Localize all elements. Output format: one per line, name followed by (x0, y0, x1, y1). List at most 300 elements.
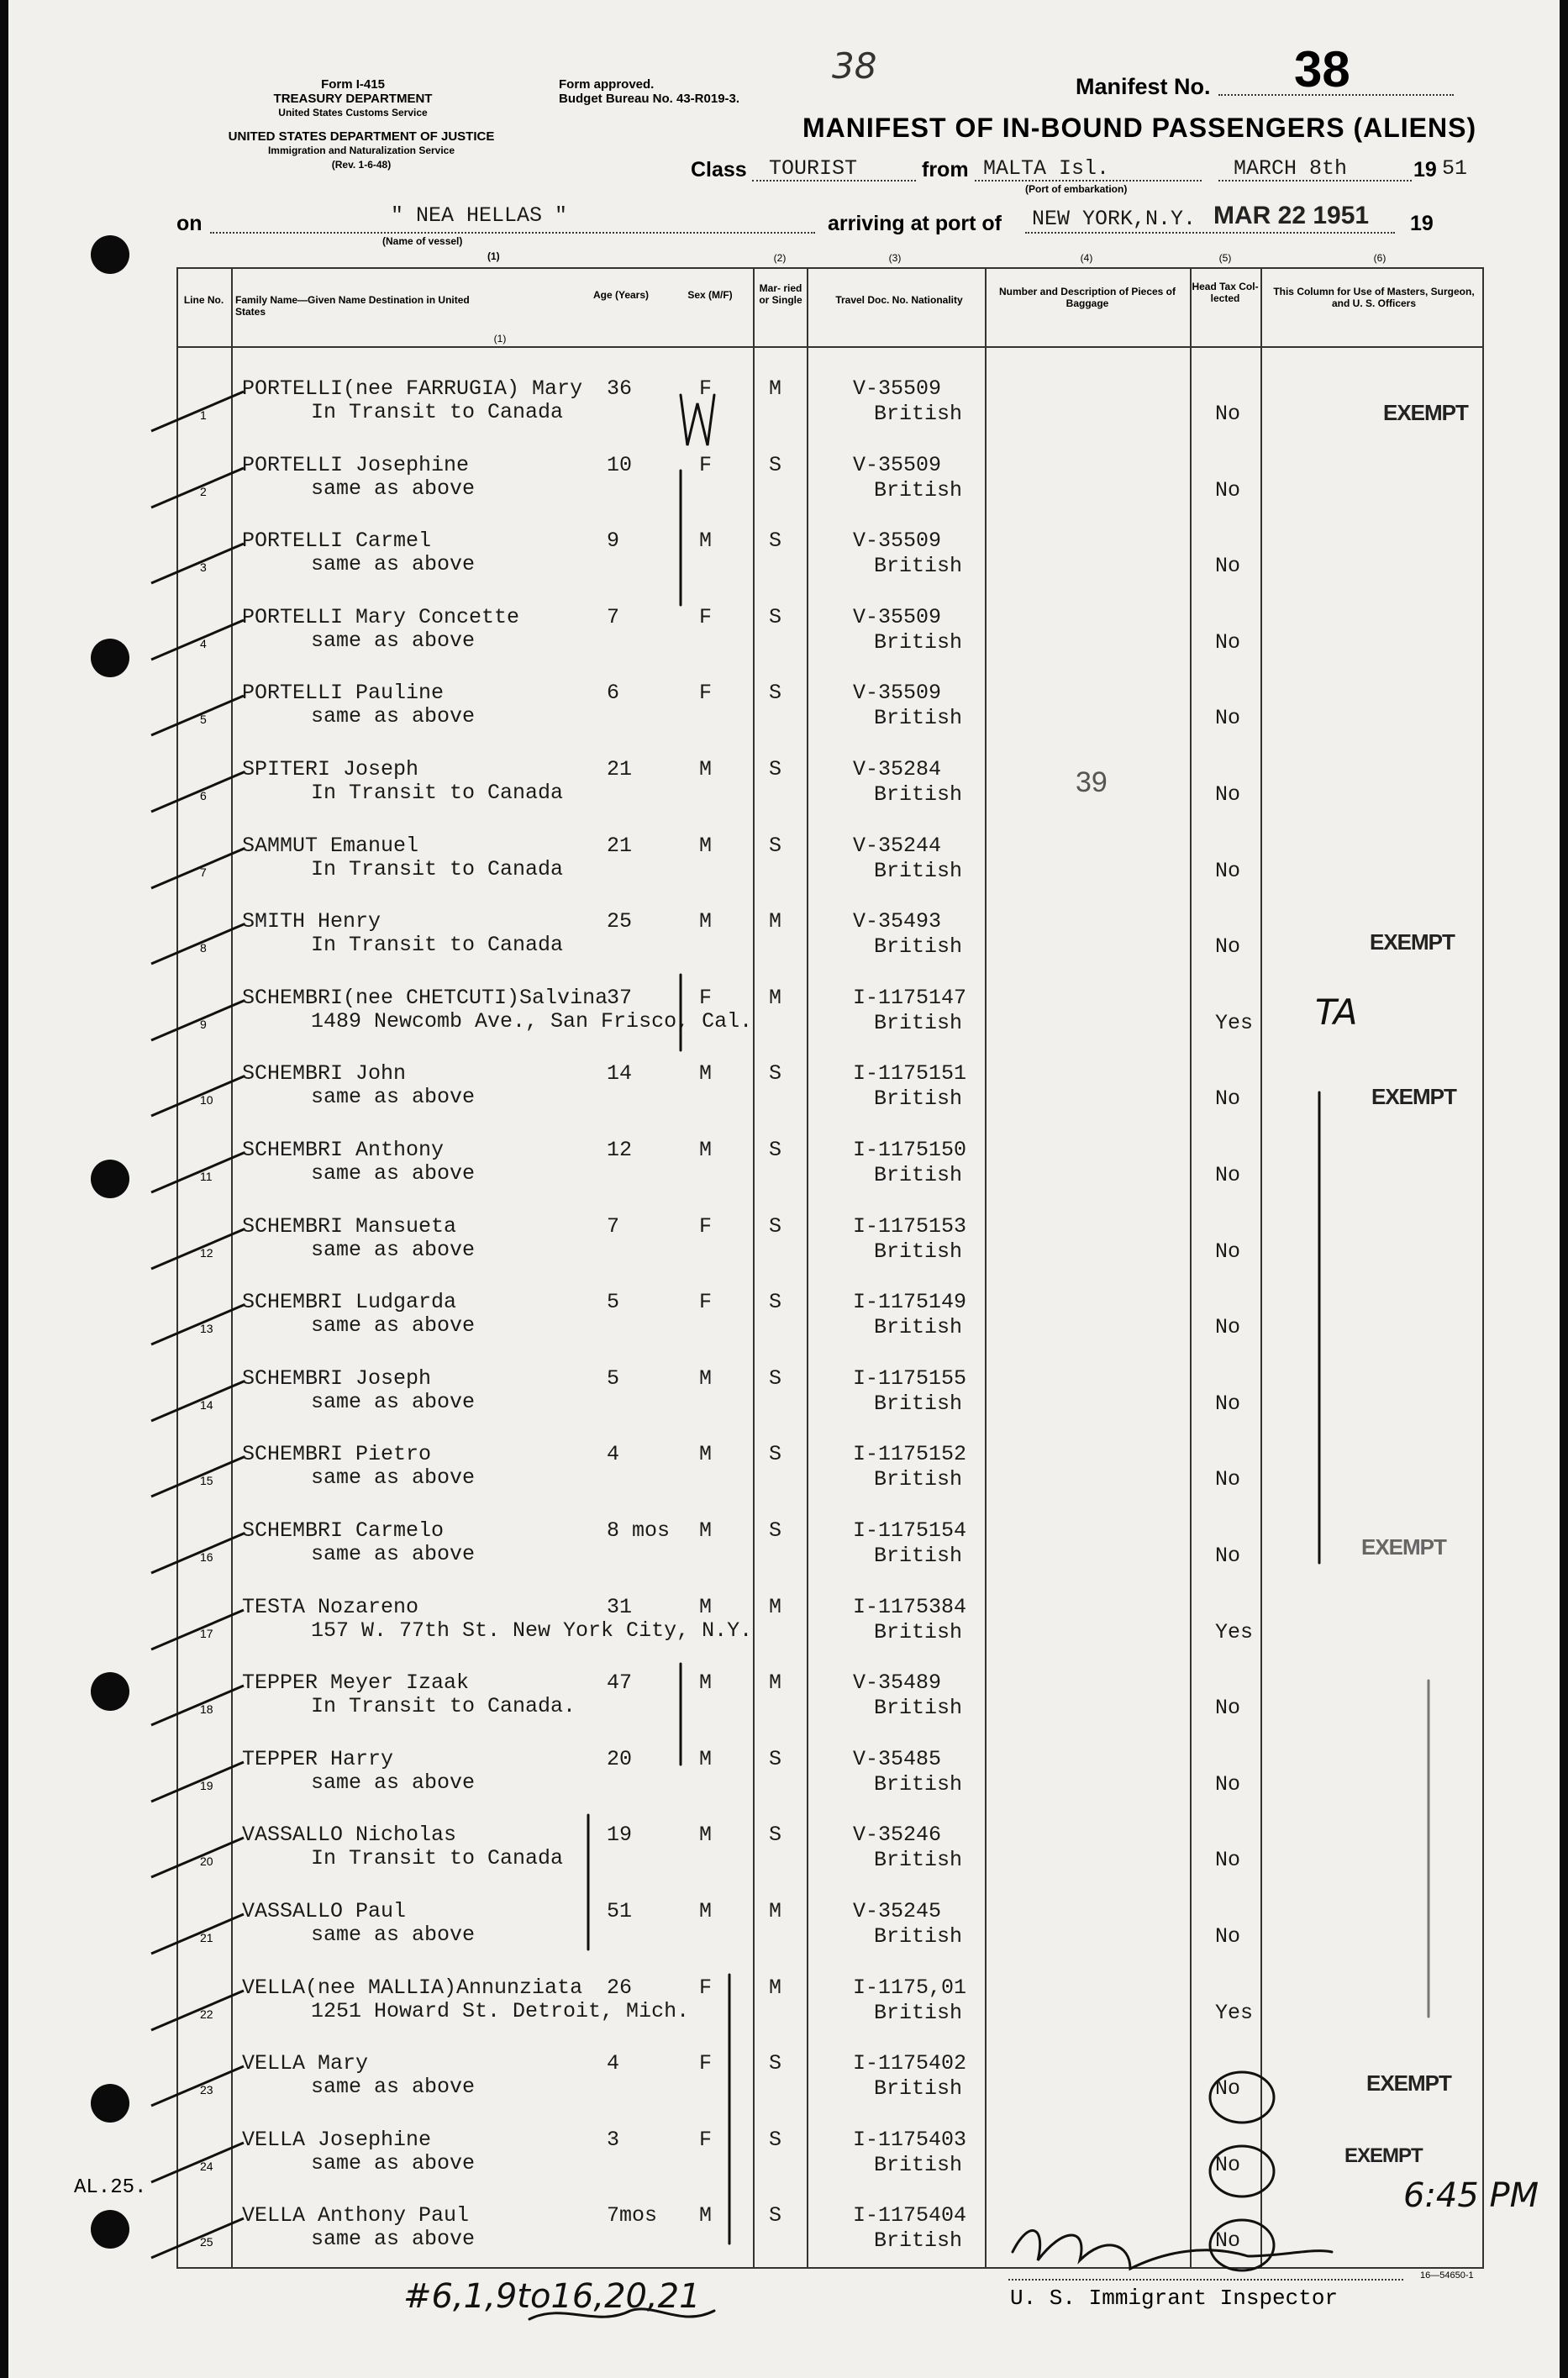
column-divider (753, 267, 755, 2267)
head-tax-collected: No (1215, 1086, 1241, 1112)
nationality: British (874, 934, 963, 960)
arrival-port: NEW YORK,N.Y. (1032, 207, 1197, 231)
left-margin-code: AL.25. (74, 2176, 147, 2199)
passenger-name: VASSALLO Paul (242, 1899, 407, 1923)
table-header-border (176, 346, 1484, 348)
punch-hole (91, 2210, 129, 2249)
check-stroke (147, 1223, 248, 1273)
passenger-age: 7 (607, 1213, 620, 1239)
marital-status: M (769, 985, 782, 1010)
check-stroke (147, 918, 248, 968)
passenger-destination: same as above (311, 1923, 476, 1947)
travel-doc-number: V-35485 (853, 1746, 942, 1771)
passenger-name: SCHEMBRI Joseph (242, 1365, 432, 1391)
column-number-6: (6) (1373, 252, 1386, 264)
column-1-number: (1) (487, 250, 500, 262)
approval-block (559, 77, 739, 106)
manifest-title: MANIFEST OF IN-BOUND PASSENGERS (ALIENS) (802, 113, 1477, 143)
travel-doc-number: V-35509 (853, 452, 942, 477)
line-number: 4 (200, 636, 207, 650)
check-stroke (147, 1907, 248, 1958)
travel-doc-number: V-35509 (853, 376, 942, 401)
dotted-rule (752, 180, 916, 182)
travel-doc-number: V-35245 (853, 1899, 942, 1923)
nationality: British (874, 782, 963, 807)
head-tax-collected: No (1215, 858, 1241, 883)
class-value: TOURIST (769, 156, 858, 181)
travel-doc-number: I-1175384 (853, 1594, 967, 1619)
head-tax-collected: No (1215, 1848, 1241, 1873)
punch-hole (91, 235, 129, 274)
line-number: 15 (200, 1474, 213, 1488)
passenger-age: 7 (607, 604, 620, 629)
table-top-border (176, 267, 1484, 269)
passenger-age: 31 (607, 1594, 633, 1619)
punch-hole (91, 639, 129, 677)
punch-hole (91, 1672, 129, 1711)
punch-hole (91, 2084, 129, 2123)
passenger-sex: M (699, 1138, 713, 1162)
passenger-name: SCHEMBRI Carmelo (242, 1518, 445, 1543)
passenger-destination: same as above (311, 1237, 476, 1262)
passenger-sex: F (699, 1975, 713, 2000)
passenger-sex: M (699, 2203, 713, 2228)
passenger-destination: In Transit to Canada (311, 400, 564, 424)
travel-doc-number: V-35244 (853, 833, 942, 858)
nationality: British (874, 2076, 963, 2102)
travel-doc-number: I-1175402 (853, 2051, 967, 2076)
passenger-age: 14 (607, 1061, 633, 1086)
nationality: British (874, 1544, 963, 1568)
marital-status: S (769, 1061, 782, 1086)
arrival-date-stamp: MAR 22 1951 (1213, 202, 1370, 229)
nationality: British (874, 1696, 963, 1721)
nationality: British (874, 1086, 963, 1112)
passenger-sex: M (699, 757, 713, 781)
passenger-name: TESTA Nozareno (242, 1594, 419, 1619)
check-stroke (147, 1298, 248, 1349)
marital-status: S (769, 833, 782, 858)
passenger-name: SAMMUT Emanuel (242, 833, 419, 858)
passenger-age: 6 (607, 681, 620, 706)
marital-status: S (769, 1442, 782, 1467)
passenger-age: 9 (607, 529, 620, 554)
marital-status: S (769, 1290, 782, 1315)
line-number: 20 (200, 1855, 213, 1869)
passenger-sex: F (699, 2127, 713, 2152)
col-baggage-header: Number and Description of Pieces of Baggage (998, 286, 1176, 309)
line-number: 19 (200, 1778, 213, 1792)
passenger-age: 12 (607, 1138, 633, 1162)
handwritten-time: 6:45 PM (1403, 2176, 1539, 2215)
line-number: 21 (200, 1931, 213, 1944)
passenger-sex: M (699, 1594, 713, 1619)
line-number: 16 (200, 1550, 213, 1564)
line-number: 1 (200, 408, 207, 422)
col-married-header: Mar- ried or Single (759, 282, 802, 306)
justice-block (176, 129, 546, 172)
head-tax-collected: No (1215, 477, 1241, 502)
head-tax-collected: No (1215, 1467, 1241, 1492)
nationality: British (874, 1467, 963, 1492)
line-number: 5 (200, 713, 207, 727)
head-tax-collected: No (1215, 2076, 1241, 2102)
marital-status: S (769, 2127, 782, 2152)
passenger-age: 3 (607, 2127, 620, 2152)
travel-doc-number: I-1175404 (853, 2203, 967, 2228)
col-travel-doc-header: Travel Doc. No. Nationality (835, 294, 963, 306)
marital-status: S (769, 2051, 782, 2076)
form-revision: (Rev. 1-6-48) (331, 159, 392, 171)
passenger-sex: M (699, 1442, 713, 1467)
exempt-stamp: EXEMPT (1344, 2144, 1423, 2167)
passenger-age: 21 (607, 833, 633, 858)
passenger-age: 7mos (607, 2203, 658, 2228)
check-stroke (147, 461, 248, 512)
column-number-3: (3) (888, 252, 902, 264)
head-tax-collected: No (1215, 629, 1241, 655)
marital-status: S (769, 529, 782, 554)
head-tax-collected: No (1215, 1239, 1241, 1264)
passenger-name: VELLA(nee MALLIA)Annunziata (242, 1975, 583, 2000)
passenger-destination: 1251 Howard St. Detroit, Mich. (311, 1998, 690, 2023)
travel-doc-number: V-35509 (853, 529, 942, 554)
handwritten-manifest-number: 38 (832, 45, 877, 87)
passenger-age: 4 (607, 1442, 620, 1467)
passenger-destination: same as above (311, 1770, 476, 1795)
check-stroke (147, 1375, 248, 1425)
punch-hole (91, 1160, 129, 1198)
travel-doc-number: V-35493 (853, 909, 942, 934)
passenger-sex: M (699, 833, 713, 858)
line-number: 8 (200, 941, 207, 955)
marital-status: M (769, 1670, 782, 1696)
vessel-name: " NEA HELLAS " (391, 203, 568, 228)
travel-doc-number: I-1175147 (853, 985, 967, 1010)
dotted-rule (1218, 180, 1412, 182)
nationality: British (874, 858, 963, 883)
handwritten-mark (681, 395, 714, 445)
passenger-age: 20 (607, 1746, 633, 1771)
passenger-sex: F (699, 681, 713, 706)
head-tax-collected: No (1215, 782, 1241, 807)
marital-status: S (769, 1213, 782, 1239)
line-number: 23 (200, 2083, 213, 2097)
passenger-destination: same as above (311, 1161, 476, 1186)
line-number: 18 (200, 1702, 213, 1717)
customs-service: United States Customs Service (278, 107, 428, 118)
head-tax-collected: No (1215, 706, 1241, 731)
marital-status: S (769, 1746, 782, 1771)
travel-doc-number: I-1175154 (853, 1518, 967, 1543)
col-officers-header: This Column for Use of Masters, Surgeon, and U. S. Officers (1273, 286, 1475, 309)
budget-bureau: Budget Bureau No. 43-R019-3. (559, 92, 740, 106)
passenger-name: VASSALLO Nicholas (242, 1823, 457, 1848)
port-embarkation-note: (Port of embarkation) (1025, 183, 1128, 195)
nationality: British (874, 1010, 963, 1035)
passenger-name: PORTELLI(nee FARRUGIA) Mary (242, 376, 583, 401)
passenger-age: 8 mos (607, 1518, 671, 1543)
passenger-destination: same as above (311, 2227, 476, 2252)
marital-status: M (769, 909, 782, 934)
passenger-name: SCHEMBRI Anthony (242, 1138, 445, 1162)
column-number-5: (5) (1218, 252, 1232, 264)
passenger-name: PORTELLI Josephine (242, 452, 470, 477)
line-number: 17 (200, 1626, 213, 1640)
head-tax-collected: No (1215, 1696, 1241, 1721)
marital-status: M (769, 1594, 782, 1619)
passenger-destination: In Transit to Canada (311, 856, 564, 881)
passenger-destination: In Transit to Canada (311, 1846, 564, 1871)
nationality: British (874, 2228, 963, 2254)
check-stroke (147, 1450, 248, 1501)
line-number: 9 (200, 1017, 207, 1031)
passenger-name: PORTELLI Pauline (242, 681, 445, 706)
nationality: British (874, 2000, 963, 2025)
passenger-sex: F (699, 604, 713, 629)
passenger-age: 10 (607, 452, 633, 477)
passenger-destination: 157 W. 77th St. New York City, N.Y. (311, 1618, 753, 1643)
travel-doc-number: V-35489 (853, 1670, 942, 1696)
passenger-name: SCHEMBRI John (242, 1061, 407, 1086)
head-tax-collected: Yes (1215, 2000, 1254, 2025)
marital-status: S (769, 1823, 782, 1848)
passenger-sex: F (699, 1213, 713, 1239)
line-number: 3 (200, 560, 207, 575)
nationality: British (874, 706, 963, 731)
passenger-sex: F (699, 1290, 713, 1315)
head-tax-collected: No (1215, 1163, 1241, 1187)
passenger-name: SCHEMBRI Ludgarda (242, 1290, 457, 1315)
form-agency-block (210, 77, 496, 120)
nationality: British (874, 477, 963, 502)
passenger-destination: same as above (311, 1313, 476, 1339)
marital-status: M (769, 1899, 782, 1923)
passenger-age: 5 (607, 1365, 620, 1391)
passenger-destination: same as above (311, 704, 476, 729)
travel-doc-number: V-35509 (853, 681, 942, 706)
travel-doc-number: I-1175153 (853, 1213, 967, 1239)
passenger-destination: In Transit to Canada. (311, 1694, 576, 1719)
check-stroke (147, 1603, 248, 1654)
dotted-rule (1025, 232, 1395, 234)
marital-status: S (769, 452, 782, 477)
travel-doc-number: I-1175155 (853, 1365, 967, 1391)
passenger-sex: M (699, 529, 713, 554)
head-tax-collected: No (1215, 1771, 1241, 1797)
travel-doc-number: I-1175150 (853, 1138, 967, 1162)
passenger-age: 25 (607, 909, 633, 934)
passenger-name: SCHEMBRI(nee CHETCUTI)Salvina (242, 985, 608, 1010)
travel-doc-number: I-1175152 (853, 1442, 967, 1467)
marital-status: S (769, 1365, 782, 1391)
nationality: British (874, 629, 963, 655)
column-divider (1190, 267, 1192, 2267)
form-print-code: 16—54650-1 (1420, 2270, 1474, 2281)
head-tax-collected: No (1215, 934, 1241, 960)
manifest-number: 38 (1294, 41, 1350, 97)
head-tax-collected: No (1215, 554, 1241, 579)
head-tax-collected: No (1215, 1924, 1241, 1949)
check-stroke (147, 385, 248, 435)
col-name-header: Family Name—Given Name Destination in United States (235, 294, 470, 318)
passenger-name: PORTELLI Carmel (242, 529, 432, 554)
inspector-signature (1013, 2231, 1332, 2269)
passenger-sex: M (699, 1518, 713, 1543)
ta-handwritten-mark: TA (1315, 992, 1358, 1033)
stamped-number: 39 (1076, 766, 1108, 798)
check-stroke (147, 537, 248, 587)
nationality: British (874, 402, 963, 426)
line-number: 13 (200, 1322, 213, 1336)
marital-status: S (769, 2203, 782, 2228)
passenger-age: 51 (607, 1899, 633, 1923)
passenger-sex: F (699, 376, 713, 401)
line-number: 10 (200, 1093, 213, 1107)
nationality: British (874, 1848, 963, 1873)
col-sex-header: Sex (M/F) (687, 289, 733, 301)
nationality: British (874, 1924, 963, 1949)
passenger-name: TEPPER Harry (242, 1746, 394, 1771)
passenger-age: 26 (607, 1975, 633, 2000)
passenger-destination: same as above (311, 2075, 476, 2100)
column-number-2: (2) (773, 252, 787, 264)
passenger-destination: same as above (311, 1542, 476, 1566)
column-divider (807, 267, 808, 2267)
line-number: 14 (200, 1397, 213, 1412)
exempt-stamp: EXEMPT (1361, 1534, 1446, 1560)
passenger-sex: M (699, 1899, 713, 1923)
nationality: British (874, 1315, 963, 1340)
line-number: 6 (200, 789, 207, 802)
check-stroke (147, 1527, 248, 1577)
passenger-destination: same as above (311, 628, 476, 653)
passenger-name: PORTELLI Mary Concette (242, 604, 520, 629)
line-number: 2 (200, 484, 207, 498)
passenger-name: SCHEMBRI Mansueta (242, 1213, 457, 1239)
nationality: British (874, 1239, 963, 1264)
line-number: 25 (200, 2235, 213, 2249)
passenger-destination: In Transit to Canada (311, 781, 564, 805)
passenger-sex: F (699, 452, 713, 477)
col-age-header: Age (Years) (592, 289, 650, 301)
travel-doc-number: I-1175149 (853, 1290, 967, 1315)
passenger-age: 19 (607, 1823, 633, 1848)
head-tax-collected: No (1215, 402, 1241, 426)
vessel-name-note: (Name of vessel) (382, 235, 463, 247)
signature-line (1008, 2279, 1403, 2281)
check-stroke (147, 1984, 248, 2034)
marital-status: S (769, 681, 782, 706)
passenger-name: VELLA Mary (242, 2051, 369, 2076)
handwritten-line-note: #6,1,9to16,20,21 (403, 2277, 701, 2316)
year-value: 51 (1442, 156, 1468, 181)
passenger-destination: In Transit to Canada (311, 933, 564, 958)
passenger-destination: same as above (311, 1465, 476, 1491)
passenger-sex: M (699, 1746, 713, 1771)
head-tax-collected: No (1215, 2152, 1241, 2177)
passenger-name: TEPPER Meyer Izaak (242, 1670, 470, 1696)
check-stroke (147, 689, 248, 739)
arriving-label: arriving at port of (828, 212, 1002, 235)
line-number: 7 (200, 865, 207, 879)
nationality: British (874, 554, 963, 579)
check-stroke (147, 1146, 248, 1197)
nationality: British (874, 1163, 963, 1187)
passenger-name: SMITH Henry (242, 909, 381, 934)
head-tax-collected: Yes (1215, 1010, 1254, 1035)
check-stroke (147, 842, 248, 892)
check-stroke (147, 994, 248, 1044)
justice-dept: UNITED STATES DEPARTMENT OF JUSTICE (228, 129, 495, 144)
col-line-header: Line No. (183, 294, 224, 306)
year-suffix: 19 (1410, 212, 1434, 235)
passenger-name: VELLA Anthony Paul (242, 2203, 470, 2228)
passenger-name: SPITERI Joseph (242, 757, 419, 781)
passenger-destination: same as above (311, 1389, 476, 1414)
passenger-destination: same as above (311, 2150, 476, 2175)
check-stroke (147, 2060, 248, 2110)
on-label: on (176, 212, 203, 235)
marital-status: S (769, 604, 782, 629)
treasury-dept: TREASURY DEPARTMENT (273, 92, 433, 106)
marital-status: S (769, 1138, 782, 1162)
passenger-destination: same as above (311, 552, 476, 577)
form-number: Form I-415 (321, 77, 385, 92)
line-number: 24 (200, 2159, 213, 2173)
marital-status: S (769, 1518, 782, 1543)
table-border (1482, 267, 1484, 2267)
head-tax-collected: Yes (1215, 1619, 1254, 1644)
passenger-sex: M (699, 1670, 713, 1696)
ins-service: Immigration and Naturalization Service (267, 145, 455, 156)
check-stroke (147, 765, 248, 816)
nationality: British (874, 2152, 963, 2177)
nationality: British (874, 1619, 963, 1644)
passenger-destination: same as above (311, 476, 476, 501)
exempt-stamp: EXEMPT (1370, 929, 1455, 955)
head-tax-collected: No (1215, 1391, 1241, 1416)
exempt-stamp: EXEMPT (1366, 2070, 1451, 2096)
passenger-age: 5 (607, 1290, 620, 1315)
marital-status: S (769, 757, 782, 781)
column-divider (985, 267, 987, 2267)
line-number: 12 (200, 1245, 213, 1260)
line-number: 11 (200, 1170, 213, 1183)
dotted-rule (210, 232, 815, 234)
passenger-destination: same as above (311, 1085, 476, 1110)
travel-doc-number: V-35509 (853, 604, 942, 629)
travel-doc-number: I-1175403 (853, 2127, 967, 2152)
passenger-sex: M (699, 1061, 713, 1086)
manifest-page (8, 0, 1560, 2378)
dotted-rule (975, 180, 1202, 182)
head-tax-collected: No (1215, 2228, 1241, 2254)
passenger-sex: F (699, 985, 713, 1010)
manifest-no-label: Manifest No. (1076, 74, 1211, 99)
exempt-stamp: EXEMPT (1371, 1084, 1456, 1109)
passenger-sex: M (699, 1823, 713, 1848)
dotted-rule (1218, 94, 1454, 96)
marital-status: M (769, 1975, 782, 2000)
passenger-sex: M (699, 1365, 713, 1391)
passenger-destination: 1489 Newcomb Ave., San Frisco, Cal. (311, 1008, 753, 1034)
check-stroke (147, 613, 248, 664)
passenger-age: 37 (607, 985, 633, 1010)
head-tax-collected: No (1215, 1544, 1241, 1568)
year-prefix: 19 (1413, 158, 1437, 182)
col-head-tax-header: Head Tax Col- lected (1192, 281, 1259, 304)
